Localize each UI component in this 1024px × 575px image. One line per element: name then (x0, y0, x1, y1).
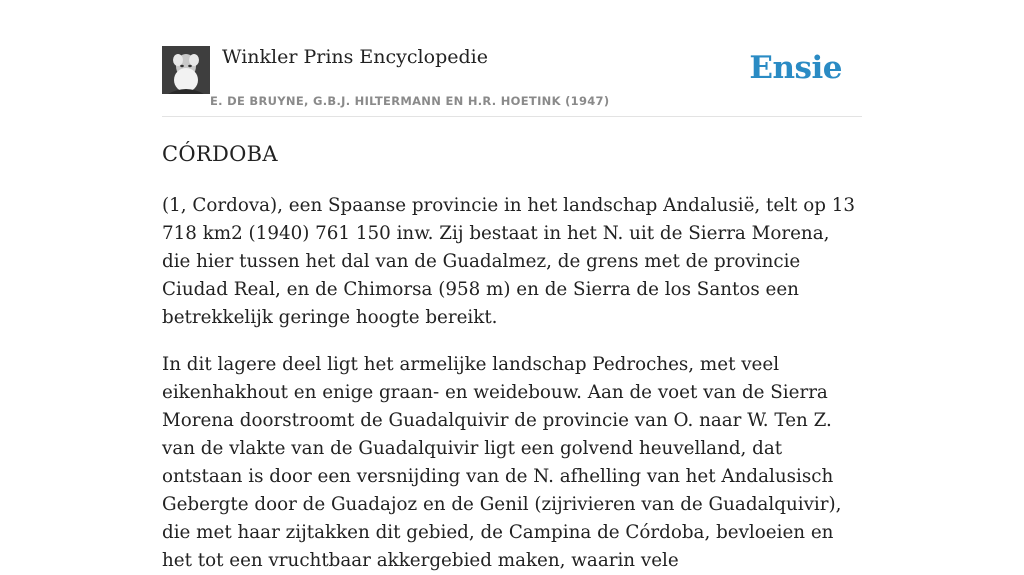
article (162, 138, 862, 575)
author-credits: E. DE BRUYNE, G.B.J. HILTERMANN EN H.R. HOETINK (1947) (210, 94, 610, 108)
article-title: CÓRDOBA (162, 142, 278, 166)
brand-logo[interactable]: Ensie (749, 50, 842, 86)
article-paragraph-2: In dit lagere deel ligt het armelijke landschap Pedroches, met veel eikenhakhout en enige graan- en weidebouw. Aan de voet van de Sierra Morena doorstroomt de Guadalquivir de provincie van O. naar W. Ten Z. van de vlakte van de Guadalquivir ligt een golvend heuvelland, dat ontstaan is door een versnijding van de N. afhelling van het Andalusisch Gebergte door de Guadajoz en de Genil (zijrivieren van de Guadalquivir), die met haar zijtakken dit gebied, de Campina de Córdoba, bevloeien en het tot een vruchtbaar akkergebied maken, waarin vele (162, 354, 842, 571)
article-paragraph-1: (1, Cordova), een Spaanse provincie in het landschap Andalusië, telt op 13 718 km2 (1940) 761 150 inw. Zij bestaat in het N. uit de Sierra Morena, die hier tussen het dal van de Guadalmez, de grens met de provincie Ciudad Real, en de Chimorsa (958 m) en de Sierra de los Santos een betrekkelijk geringe hoogte bereikt. (162, 195, 855, 328)
site-header (162, 40, 862, 117)
author-avatar-icon[interactable] (162, 46, 210, 94)
site-title[interactable]: Winkler Prins Encyclopedie (222, 46, 488, 68)
